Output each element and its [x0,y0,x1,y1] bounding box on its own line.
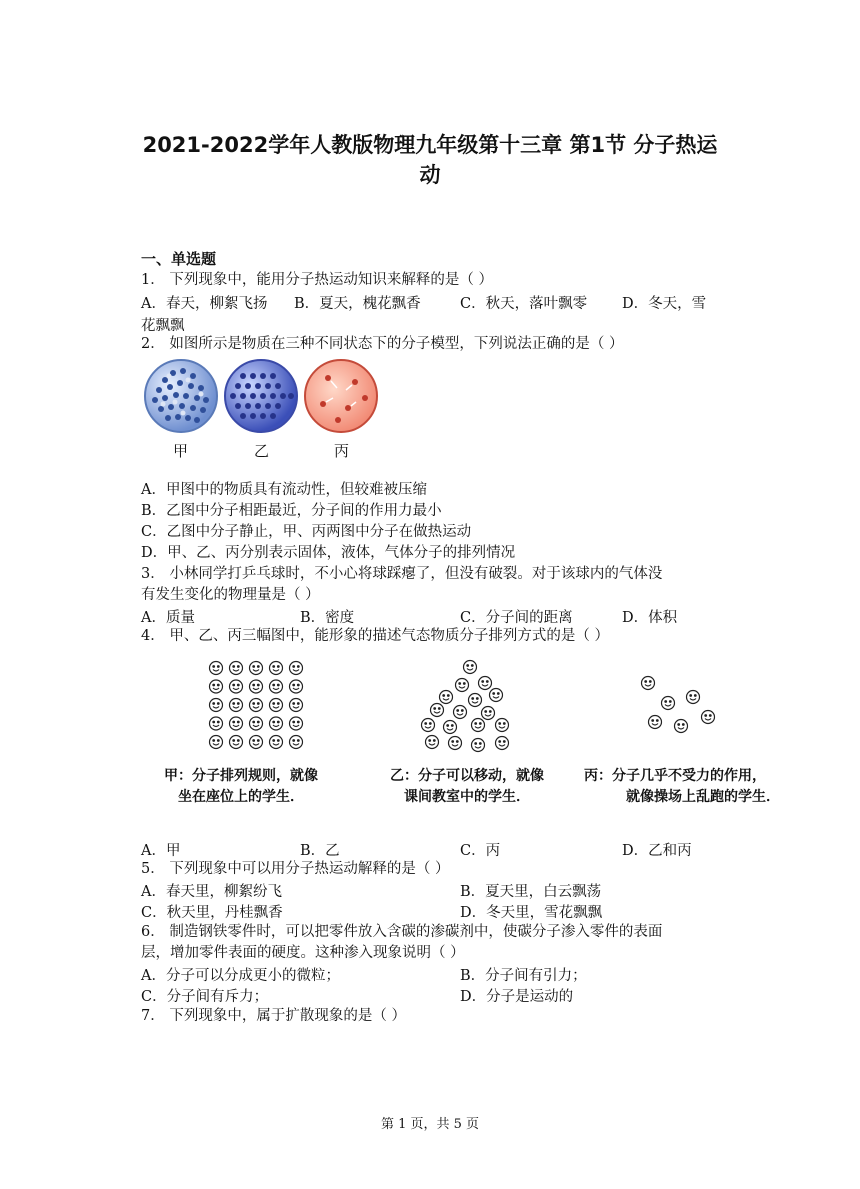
smiley-molecule-icon [210,662,223,675]
caption-bing-line2: 就像操场上乱跑的学生． [626,789,780,805]
smiley-molecule-icon [454,706,467,719]
smiley-molecule-icon [472,739,485,752]
q6-stem: 6． 制造钢铁零件时，可以把零件放入含碳的渗碳剂中，使碳分子渗入零件的表面 [141,924,663,940]
caption-bing-line1: 丙：分子几乎不受力的作用， [584,768,766,784]
smiley-molecule-icon [496,737,509,750]
caption-yi-line1: 乙：分子可以移动，就像 [390,768,544,784]
caption-jia-line1: 甲：分子排列规则，就像 [164,768,318,784]
smiley-molecule-figure [200,655,740,755]
document-title-line2: 动 [419,163,441,187]
smiley-molecule-icon [250,662,263,675]
q5-stem: 5． 下列现象中可以用分子热运动解释的是（ ） [141,861,450,877]
q6-option-c: C．分子间有斥力； [141,989,269,1005]
q3-stem-cont: 有发生变化的物理量是（ ） [141,587,320,603]
caption-jia-line2: 坐在座位上的学生． [178,789,304,805]
smiley-molecule-icon [230,736,243,749]
solid-model-icon [225,360,297,432]
q4-option-c: C．丙 [460,843,501,859]
q3-stem: 3． 小林同学打乒乓球时，不小心将球踩瘪了，但没有破裂。对于该球内的气体没 [141,566,663,582]
q2-option-b: B．乙图中分子相距最近，分子间的作用力最小 [141,503,442,519]
smiley-molecule-icon [230,662,243,675]
smiley-molecule-icon [472,719,485,732]
smiley-molecule-icon [270,736,283,749]
q2-stem: 2． 如图所示是物质在三种不同状态下的分子模型，下列说法正确的是（ ） [141,336,624,352]
q1-option-c: C．秋天，落叶飘零 [460,296,588,312]
smiley-molecule-icon [496,719,509,732]
q3-option-d: D．体积 [622,610,678,626]
smiley-molecule-icon [464,661,477,674]
smiley-molecule-icon [490,689,503,702]
smiley-molecule-icon [426,736,439,749]
figure-label-jia: 甲 [173,442,189,460]
smiley-molecule-icon [210,736,223,749]
q3-option-c: C．分子间的距离 [460,610,573,626]
smiley-molecule-icon [210,717,223,730]
q7-stem: 7． 下列现象中，属于扩散现象的是（ ） [141,1008,406,1024]
q6-option-d: D．分子是运动的 [460,989,574,1005]
q6-option-b: B．分子间有引力； [460,968,587,984]
smiley-molecule-icon [482,707,495,720]
smiley-molecule-icon [290,736,303,749]
q2-option-c: C．乙图中分子静止，甲、丙两图中分子在做热运动 [141,524,472,540]
caption-yi-line2: 课间教室中的学生． [404,789,530,805]
smiley-molecule-icon [250,717,263,730]
figure-label-yi: 乙 [254,442,270,460]
smiley-molecule-icon [210,680,223,693]
liquid-model-icon [145,360,217,432]
smiley-molecule-icon [456,679,469,692]
q1-option-d-cont: 花飘飘 [141,318,185,334]
smiley-molecule-icon [642,677,655,690]
q1-option-a: A．春天，柳絮飞扬 [141,296,268,312]
q1-option-b: B．夏天，槐花飘香 [294,296,421,312]
smiley-molecule-icon [290,699,303,712]
smiley-molecule-icon [270,680,283,693]
q4-option-b: B．乙 [300,843,340,859]
smiley-molecule-icon [469,694,482,707]
smiley-molecule-icon [479,677,492,690]
smiley-molecule-icon [687,691,700,704]
smiley-molecule-icon [675,720,688,733]
smiley-molecule-icon [290,680,303,693]
q1-stem: 1． 下列现象中，能用分子热运动知识来解释的是（ ） [141,272,493,288]
document-title-line1: 2021-2022学年人教版物理九年级第十三章 第1节 分子热运 [142,133,718,157]
q2-option-d: D．甲、乙、丙分别表示固体，液体，气体分子的排列情况 [141,545,516,561]
q3-option-a: A．质量 [141,610,195,626]
smiley-molecule-icon [270,717,283,730]
q5-option-d: D．冬天里，雪花飘飘 [460,905,603,921]
q5-option-a: A．春天里，柳絮纷飞 [141,884,282,900]
q6-stem-cont: 层，增加零件表面的硬度。这种渗入现象说明（ ） [141,945,465,961]
q4-option-d: D．乙和丙 [622,843,692,859]
smiley-molecule-icon [440,691,453,704]
smiley-molecule-icon [422,719,435,732]
figure-label-bing: 丙 [334,442,350,460]
smiley-molecule-icon [449,737,462,750]
section-heading: 一、单选题 [141,250,217,268]
gas-model-icon [305,360,377,432]
q5-option-c: C．秋天里，丹桂飘香 [141,905,283,921]
page-footer: 第 1 页，共 5 页 [380,1117,480,1132]
smiley-molecule-icon [270,662,283,675]
q1-option-d: D．冬天，雪 [622,296,707,312]
q5-option-b: B．夏天里，白云飘荡 [460,884,602,900]
smiley-molecule-icon [270,699,283,712]
smiley-molecule-icon [250,736,263,749]
smiley-molecule-icon [702,711,715,724]
smiley-molecule-icon [230,680,243,693]
q3-option-b: B．密度 [300,610,355,626]
smiley-molecule-icon [250,699,263,712]
q2-option-a: A．甲图中的物质具有流动性，但较难被压缩 [141,482,427,498]
smiley-molecule-icon [290,662,303,675]
smiley-molecule-icon [230,717,243,730]
q4-option-a: A．甲 [141,843,181,859]
q6-option-a: A．分子可以分成更小的微粒； [141,968,340,984]
smiley-molecule-icon [649,716,662,729]
smiley-molecule-icon [290,717,303,730]
molecule-models-figure [143,358,383,436]
smiley-molecule-icon [230,699,243,712]
smiley-molecule-icon [431,704,444,717]
smiley-molecule-icon [662,697,675,710]
q4-stem: 4． 甲、乙、丙三幅图中，能形象的描述气态物质分子排列方式的是（ ） [141,628,609,644]
smiley-molecule-icon [250,680,263,693]
smiley-molecule-icon [444,721,457,734]
smiley-molecule-icon [210,699,223,712]
